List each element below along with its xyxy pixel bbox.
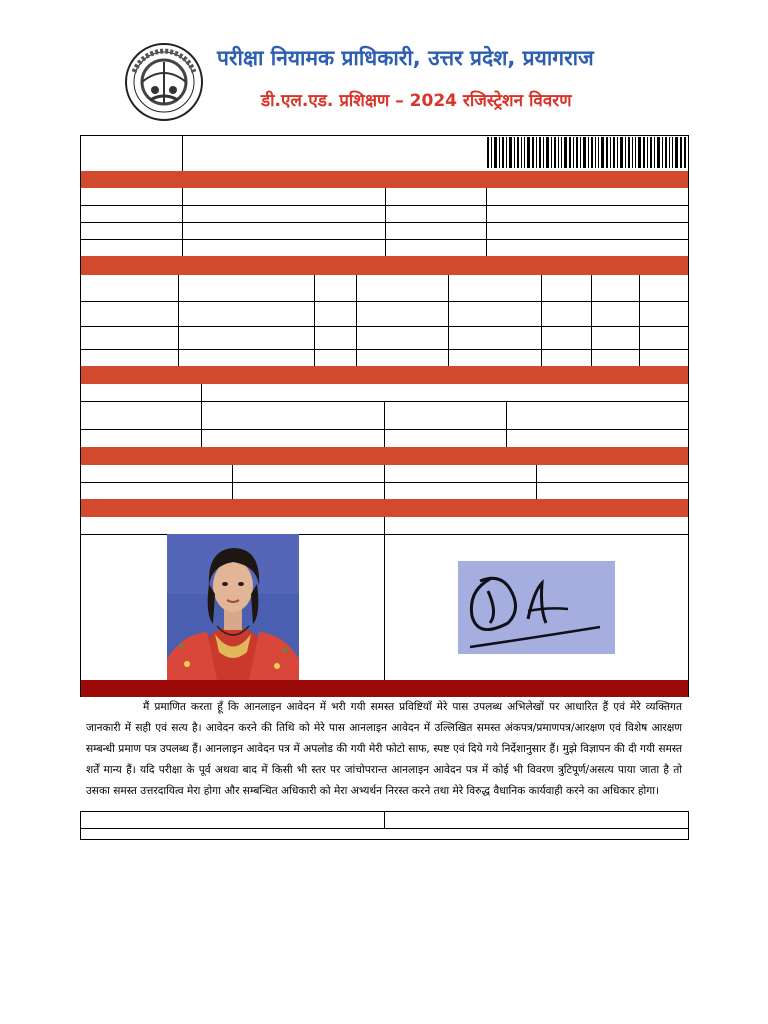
up-government-emblem-icon	[120, 42, 208, 122]
barcode	[487, 137, 687, 168]
section-band-5	[81, 499, 688, 517]
section-band-4	[81, 447, 688, 465]
footer-table	[80, 811, 689, 840]
declaration-band	[81, 680, 688, 697]
applicant-photo	[167, 534, 299, 680]
declaration-text: मैं प्रमाणित करता हूँ कि आनलाइन आवेदन में भरी गयी समस्त प्रविष्टियाँ मेरे पास उपलब्ध अभिलेखों पर आधारित हैं एवं मेरे व्यक्तिगत जानकारी में सही एवं सत्य है। आवेदन करने की तिथि को मेरे पास आनलाइन आवेदन में उल्लिखित समस्त अंकपत्र/प्रमाणपत्र/आरक्षण एवं विशेष आरक्षण सम्बन्धी प्रमाण पत्र उपलब्ध हैं। आनलाइन आवेदन पत्र में अपलोड की गयी मेरी फोटो साफ, स्पष्ट एवं दिये गये निर्देशानुसार हैं। मुझे विज्ञापन की दी गयी समस्त शर्तें मान्य हैं। यदि परीक्षा के पूर्व अथवा बाद में किसी भी स्तर पर जांचोपरान्त आनलाइन आवेदन पत्र में कोई भी विवरण त्रुटिपूर्ण/असत्य पाया जाता है तो उसका समस्त उत्तरदायित्व मेरा होगा और सम्बन्धित अधिकारी को मेरा अभ्यर्थन निरस्त करने तथा मेरे विरुद्ध वैधानिक कार्यवाही करने का अधिकार होगा।	[86, 701, 682, 797]
page-title: परीक्षा नियामक प्राधिकारी, उत्तर प्रदेश, प्रयागराज	[217, 46, 594, 70]
section-band-2	[81, 256, 688, 275]
registration-form-table	[80, 135, 689, 697]
applicant-signature	[458, 561, 615, 654]
page-subtitle: डी.एल.एड. प्रशिक्षण – 2024 रजिस्ट्रेशन विवरण	[261, 91, 572, 111]
section-band-1	[81, 171, 688, 188]
section-band-3	[81, 366, 688, 384]
